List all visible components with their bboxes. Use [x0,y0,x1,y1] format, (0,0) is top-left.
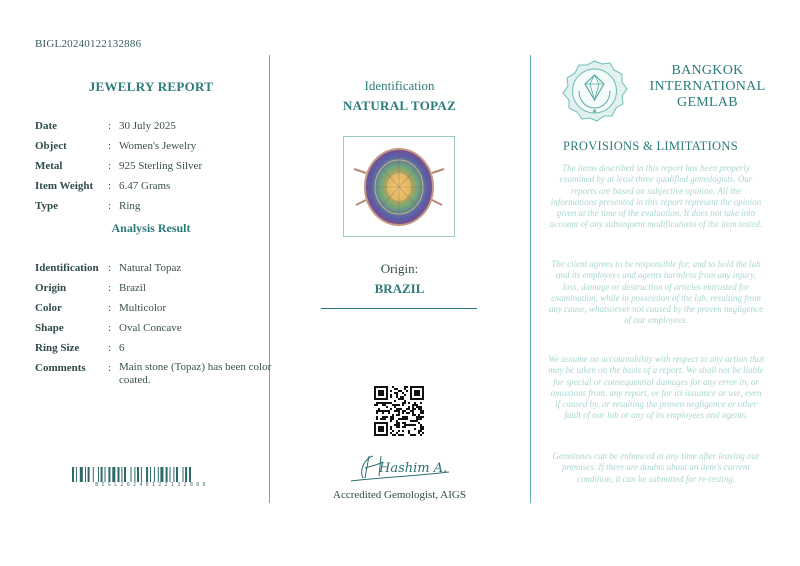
colon: : [108,262,112,274]
detail-value: Women's Jewelry [119,140,197,152]
provisions-paragraph-1: The items described in this report has been properly examined by at least three qualified gemologists. Our reports are based on subjective opinion. All the informations presented in this report represent the opinion given at the time of the evaluation. It does not take into account of any subsequent modifications of the item tested. [549,163,763,230]
detail-value: 925 Sterling Silver [119,160,203,172]
provisions-paragraph-4: Gemstones can be enhanced at any time after leaving our premises. If there are doubts about an item's current condition, it can be submitted for re-testing. [552,451,760,484]
qr-code [374,386,424,436]
gemologist-label: Accredited Gemologist, AIGS [333,489,466,501]
identification-label: Identification [364,78,435,93]
detail-value: Ring [119,200,141,212]
colon: : [108,302,112,314]
lab-name-line-1: BANGKOK [671,63,744,78]
detail-key: Metal [35,160,63,172]
lab-name [640,63,775,111]
analysis-value: Brazil [119,282,146,294]
origin-value: BRAZIL [374,281,425,296]
colon: : [108,140,112,152]
detail-key: Type [35,200,59,212]
lab-name-line-2: INTERNATIONAL [649,79,766,94]
analysis-result-title: Analysis Result [111,221,191,235]
colon: : [108,200,112,212]
colon: : [108,120,112,132]
jewelry-report-title: JEWELRY REPORT [88,79,214,94]
colon: : [108,342,112,354]
column-divider-right [530,55,531,503]
colon: : [108,160,112,172]
detail-key: Item Weight [35,180,94,192]
analysis-value: Multicolor [119,302,167,314]
analysis-value: 6 [119,342,125,354]
lab-name-line-3: GEMLAB [677,95,738,110]
colon: : [108,362,112,374]
report-id: BIGL20240122132886 [35,38,142,50]
origin-label: Origin: [380,261,419,276]
column-divider-left [269,55,270,503]
stone-photo [343,136,455,237]
detail-value: 30 July 2025 [119,120,176,132]
signature-text: Hashim A. [379,461,448,476]
barcode-number: BIGL20240122132886 [95,482,209,488]
detail-key: Date [35,120,57,132]
analysis-key: Ring Size [35,342,80,354]
barcode [72,467,232,482]
colon: : [108,180,112,192]
analysis-key: Shape [35,322,64,334]
colon: : [108,322,112,334]
analysis-value: Natural Topaz [119,262,182,274]
detail-key: Object [35,140,67,152]
lab-logo-seal [557,58,632,123]
analysis-key: Comments [35,362,86,374]
analysis-key: Origin [35,282,67,294]
topaz-ring-image [344,137,454,236]
provisions-title: PROVISIONS & LIMITATIONS [563,139,738,153]
provisions-paragraph-3: We assume no accountability with respect to any action that may be taken on the basis of a report. We shall not be liable for special or consequential damages for any error in, or omissions from, any report, or for its issuance or use, even if caused by, or resulting the proven negligence or other fault of our lab or any of its employees and agents. [548,354,764,421]
analysis-key: Identification [35,262,99,274]
identification-value: NATURAL TOPAZ [342,98,457,113]
analysis-value: Oval Concave [119,322,182,334]
gemologist-signature [345,448,455,486]
analysis-value: Main stone (Topaz) has been color coated. [119,361,272,386]
provisions-paragraph-2: The client agrees to be responsible for, and to hold the lab and its employees and agents harmless from any injury, loss, damage or destruction of articles entrusted for examination, while in possession of the lab, resulting from any cause, whatsoever not caused by the proven negligence of our employees. [548,259,764,326]
analysis-key: Color [35,302,62,314]
colon: : [108,282,112,294]
detail-value: 6.47 Grams [119,180,171,192]
origin-divider [321,308,477,309]
